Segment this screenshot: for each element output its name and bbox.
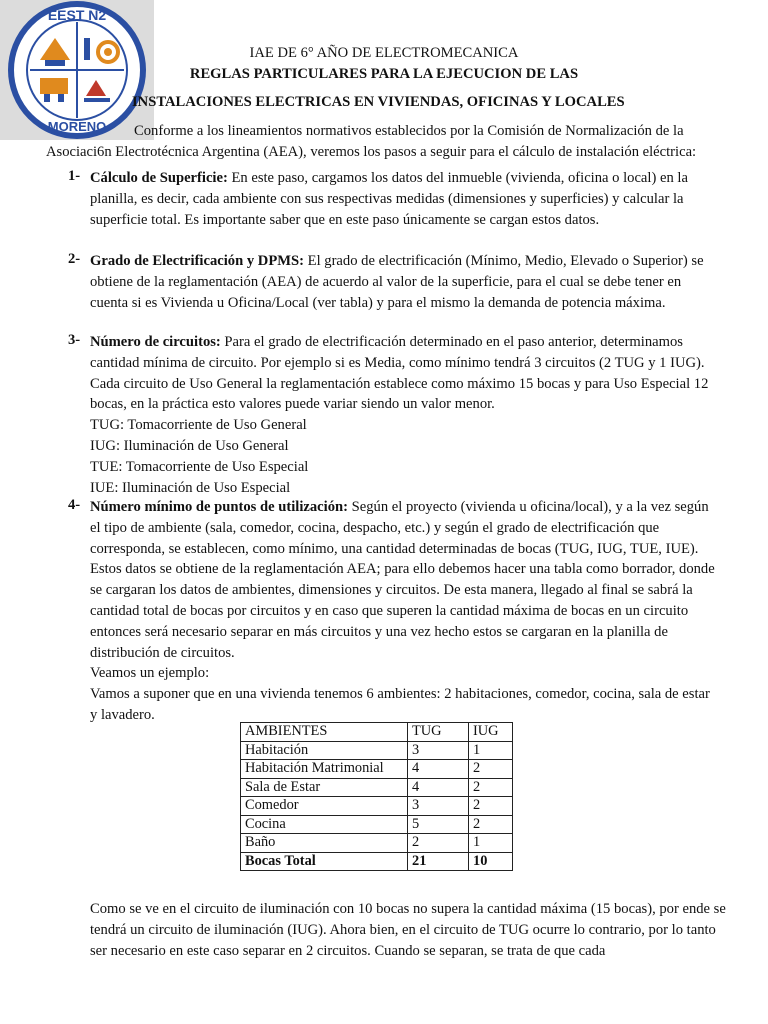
example-intro: Veamos un ejemplo:	[90, 665, 210, 682]
intro-paragraph: Conforme a los lineamientos normativos establecidos por la Comisión de Normalización de la Asociaci6n Electrotécnica Argentina (AEA), veremos los pasos a seguir para el cálculo de instalación eléctrica:	[46, 123, 697, 160]
table-header-row	[241, 723, 513, 742]
definition-tug: TUG: Tomacorriente de Uso General	[90, 417, 307, 434]
table-cell: 21	[408, 852, 469, 871]
table-cell: Comedor	[241, 797, 408, 816]
table-row	[241, 778, 513, 797]
document-title-line2: INSTALACIONES ELECTRICAS EN VIVIENDAS, OFICINAS Y LOCALES	[132, 94, 625, 110]
step-3	[68, 332, 720, 498]
step-number: 1-	[68, 168, 81, 184]
table-cell: Habitación	[241, 741, 408, 760]
step-number: 3-	[68, 332, 81, 348]
example-text: Vamos a suponer que en una vivienda tenemos 6 ambientes: 2 habitaciones, comedor, cocina, sala de estar y lavadero.	[90, 686, 710, 723]
table-cell: 2	[469, 815, 513, 834]
definition-iug: IUG: Iluminación de Uso General	[90, 437, 289, 454]
document-title-line1: REGLAS PARTICULARES PARA LA EJECUCION DE LAS	[189, 66, 579, 82]
table-cell: 3	[408, 797, 469, 816]
table-cell: 2	[469, 797, 513, 816]
step-number: 2-	[68, 251, 81, 267]
step-2	[68, 251, 720, 313]
step-text: Para el grado de electrificación determinado en el paso anterior, determinamos cantidad mínima de circuito. Por ejemplo si es Media, como mínimo tendrá 3 circuitos (2 TUG y 1 IUG). Cada circuito de Uso General la reglamentación establece como máximo 15 bocas y para Uso Especial 12 bocas, en la práctica esto valores puede variar siendo un valor menor.	[90, 334, 709, 413]
step-4	[68, 497, 720, 726]
table-cell: Habitación Matrimonial	[241, 760, 408, 779]
table-cell: 10	[469, 852, 513, 871]
step-title: Número mínimo de puntos de utilización:	[90, 499, 348, 515]
step-title: Cálculo de Superficie:	[90, 170, 228, 186]
table-cell: 2	[469, 760, 513, 779]
step-text: En este paso, cargamos los datos del inmueble (vivienda, oficina o local) en la planilla, es decir, cada ambiente con sus respectivas medidas (dimensiones y superficies) y calcular la superficie total. Es importante saber que en este paso únicamente se cargan estos datos.	[90, 170, 688, 228]
step-number: 4-	[68, 497, 81, 513]
table-total-row	[241, 852, 513, 871]
table-cell: 5	[408, 815, 469, 834]
definition-iue: IUE: Iluminación de Uso Especial	[90, 479, 291, 496]
table-row	[241, 741, 513, 760]
table-row	[241, 760, 513, 779]
closing-paragraph: Como se ve en el circuito de iluminación con 10 bocas no supera la cantidad máxima (15 bocas), por ende se tendrá un circuito de iluminación (IUG). Ahora bien, en el circuito de TUG ocurre lo contrario, por lo tanto ser necesario en este caso separar en 2 circuitos. Cuando se separan, se trata de que cada	[90, 901, 726, 959]
definition-tue: TUE: Tomacorriente de Uso Especial	[90, 458, 309, 475]
table-row	[241, 834, 513, 853]
table-cell: Baño	[241, 834, 408, 853]
column-header: AMBIENTES	[241, 723, 408, 742]
logo-top-text: EEST N2	[47, 7, 107, 23]
table-cell: 4	[408, 778, 469, 797]
table-row	[241, 815, 513, 834]
course-heading: IAE DE 6° AÑO DE ELECTROMECANICA	[249, 45, 519, 61]
ambientes-table	[240, 722, 513, 871]
table-cell: Bocas Total	[241, 852, 408, 871]
table-row	[241, 797, 513, 816]
table-cell: 2	[408, 834, 469, 853]
step-title: Grado de Electrificación y DPMS:	[90, 253, 304, 269]
column-header: IUG	[469, 723, 513, 742]
table-cell: Cocina	[241, 815, 408, 834]
logo-bottom-text: MORENO	[47, 119, 107, 134]
step-text: El grado de electrificación (Mínimo, Medio, Elevado o Superior) se obtiene de la reglamentación (AEA) de acuerdo al valor de la superficie, para el cual se debe tener en cuenta si es Vivienda u Oficina/Local (ver tabla) y para el mismo la demanda de potencia máxima.	[90, 253, 704, 311]
table-cell: 3	[408, 741, 469, 760]
column-header: TUG	[408, 723, 469, 742]
step-title: Número de circuitos:	[90, 334, 221, 350]
table-cell: Sala de Estar	[241, 778, 408, 797]
table-cell: 4	[408, 760, 469, 779]
table-cell: 1	[469, 741, 513, 760]
table-cell: 2	[469, 778, 513, 797]
table-cell: 1	[469, 834, 513, 853]
step-1	[68, 168, 720, 230]
step-text: Según el proyecto (vivienda u oficina/local), y a la vez según el tipo de ambiente (sala, comedor, cocina, despacho, etc.) y según el grado de electrificación que corresponda, se establecen, como mínimo, una cantidad determinadas de bocas (TUG, IUG, TUE, IUE). Estos datos se obtiene de la reglamentación AEA; para ello debemos hacer una tabla como borrador, donde se cargaran los datos de ambientes, dimensiones y circuitos. De esta manera, llegado al final se sabrá la cantidad total de bocas por circuitos y en caso que superen la cantidad máxima de bocas en un circuito entonces será necesario separar en más circuitos y una vez hecho estos se cargaran en la planilla de distribución de circuitos.	[90, 499, 715, 661]
